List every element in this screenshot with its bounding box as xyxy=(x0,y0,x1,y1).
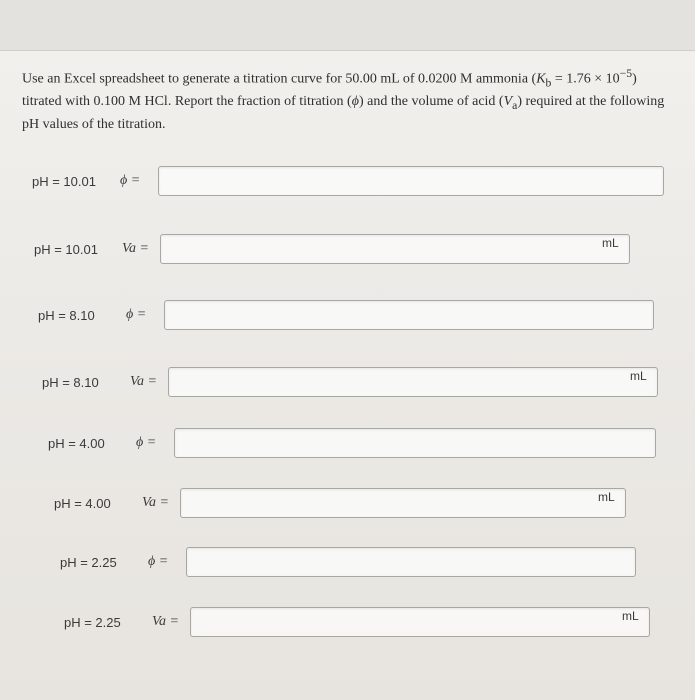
ph-label: pH = 8.10 xyxy=(42,374,99,390)
ph-label: pH = 2.25 xyxy=(60,554,117,570)
unit-label: mL xyxy=(622,609,639,623)
kb-subscript: b xyxy=(545,76,552,90)
answer-row-ph-2-25-va xyxy=(64,606,646,638)
phi-label: ϕ = xyxy=(120,173,141,188)
phi-input-ph-2-25[interactable] xyxy=(186,547,636,577)
va-label: Va = xyxy=(122,241,149,256)
phi-label: ϕ = xyxy=(136,435,157,450)
va-subscript: a xyxy=(512,99,518,113)
question-part-2: ) titrated with 0.100 M HCl. Report the fraction of titration ( xyxy=(22,71,637,110)
va-label: Va = xyxy=(130,374,157,389)
phi-label: ϕ = xyxy=(126,307,147,322)
unit-label: mL xyxy=(630,369,647,383)
va-label: Va = xyxy=(142,495,169,510)
question-part-1: Use an Excel spreadsheet to generate a titration curve for 50.00 mL of 0.0200 M ammonia ( xyxy=(22,71,537,87)
answer-row-ph-2-25-phi xyxy=(60,546,636,578)
ph-label: pH = 4.00 xyxy=(48,435,105,451)
va-input-ph-10-01[interactable] xyxy=(160,234,630,264)
kb-symbol: K xyxy=(536,71,546,87)
unit-label: mL xyxy=(602,236,619,250)
question-part-4: ) required at the following pH values of the titration. xyxy=(22,94,665,133)
answer-row-ph-10-01-phi xyxy=(32,165,664,197)
phi-input-ph-8-10[interactable] xyxy=(164,300,654,330)
va-input-ph-8-10[interactable] xyxy=(168,367,658,397)
phi-label: ϕ = xyxy=(148,554,169,569)
answer-row-ph-10-01-va xyxy=(34,233,626,265)
va-input-ph-4-00[interactable] xyxy=(180,488,626,518)
answer-row-ph-4-00-phi xyxy=(48,427,656,459)
answer-row-ph-8-10-va xyxy=(42,366,654,398)
ph-label: pH = 10.01 xyxy=(34,241,98,257)
kb-value: = 1.76 × 10 xyxy=(551,71,620,87)
phi-symbol: ϕ xyxy=(351,94,359,110)
unit-label: mL xyxy=(598,490,615,504)
phi-input-ph-10-01[interactable] xyxy=(158,166,664,196)
ph-label: pH = 8.10 xyxy=(38,307,95,323)
phi-input-ph-4-00[interactable] xyxy=(174,428,656,458)
answer-row-ph-8-10-phi xyxy=(38,299,654,331)
question-part-3: ) and the volume of acid ( xyxy=(358,94,504,110)
answer-row-ph-4-00-va xyxy=(54,487,622,519)
ph-label: pH = 4.00 xyxy=(54,495,111,511)
ph-label: pH = 10.01 xyxy=(32,173,96,189)
header-strip xyxy=(0,0,695,51)
question-text xyxy=(22,64,672,134)
va-symbol: V xyxy=(503,94,513,110)
va-input-ph-2-25[interactable] xyxy=(190,607,650,637)
kb-exponent: −5 xyxy=(619,67,633,80)
ph-label: pH = 2.25 xyxy=(64,614,121,630)
va-label: Va = xyxy=(152,614,179,629)
